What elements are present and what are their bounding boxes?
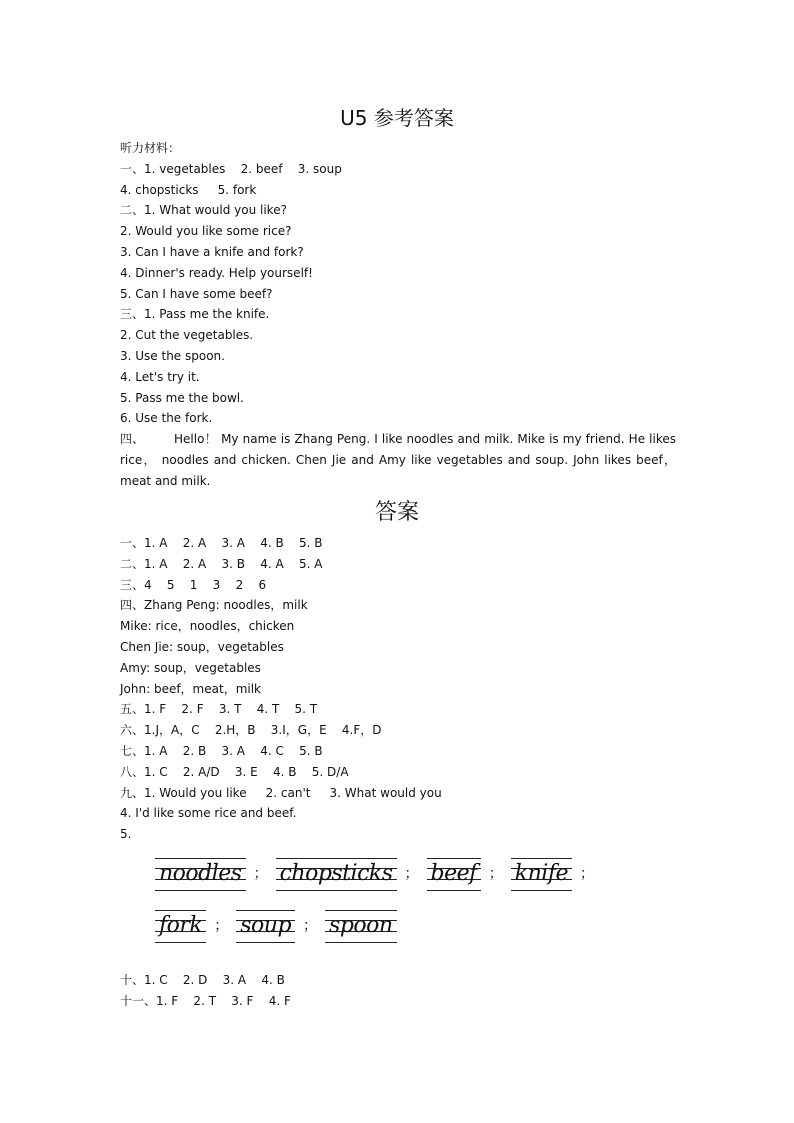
- copy-word-box: [276, 852, 397, 896]
- word-separator: ；: [214, 918, 229, 934]
- answer-line: 二、1. A 2. A 3. B 4. A 5. A: [120, 556, 323, 571]
- listening-line: 6. Use the fork.: [120, 411, 213, 426]
- copy-word-box: [236, 904, 295, 948]
- word-separator: ；: [303, 918, 318, 934]
- copy-word: noodles: [159, 861, 242, 886]
- copy-word: fork: [159, 913, 203, 938]
- copy-word-box: [155, 904, 206, 948]
- copy-word: beef: [430, 861, 477, 886]
- copy-word: knife: [514, 861, 568, 886]
- listening-material-section: [120, 138, 676, 492]
- answer-line: 七、1. A 2. B 3. A 4. C 5. B: [120, 743, 323, 758]
- answer-line: 一、1. A 2. A 3. A 4. B 5. B: [120, 536, 323, 550]
- answer-line: 5.: [120, 827, 132, 842]
- copy-word: soup: [240, 913, 292, 938]
- listening-line: 2. Cut the vegetables.: [120, 328, 254, 343]
- copy-row: [155, 904, 403, 948]
- answers-title: 答案: [374, 500, 419, 525]
- listening-line: 3. Use the spoon.: [120, 348, 225, 363]
- answer-line: 三、4 5 1 3 2 6: [120, 577, 267, 592]
- listening-line: 3. Can I have a knife and fork?: [120, 244, 304, 259]
- answer-line: John: beef，meat，milk: [120, 681, 261, 696]
- word-separator: ；: [404, 866, 419, 882]
- listening-line: 三、1. Pass me the knife.: [120, 307, 270, 322]
- answer-line: 十一、1. F 2. T 3. F 4. F: [120, 993, 291, 1008]
- listening-paragraph: [120, 429, 676, 492]
- word-separator: ；: [253, 866, 268, 882]
- copy-word-box: [427, 852, 481, 896]
- listening-line: 2. Would you like some rice?: [120, 224, 292, 239]
- answer-line: 四、Zhang Peng: noodles，milk: [120, 598, 308, 613]
- page-title: U5 参考答案: [340, 106, 454, 130]
- listening-line: 5. Pass me the bowl.: [120, 390, 244, 405]
- copy-word: spoon: [329, 913, 393, 938]
- answer-line: Chen Jie: soup，vegetables: [120, 639, 284, 654]
- word-separator: ；: [580, 866, 594, 882]
- answer-line: 4. I'd like some rice and beef.: [120, 806, 297, 821]
- copy-word-box: [511, 852, 572, 896]
- listening-line: 一、1. vegetables 2. beef 3. soup: [120, 161, 342, 176]
- answers-tail-section: [120, 970, 676, 1012]
- answer-line: 五、1. F 2. F 3. T 4. T 5. T: [120, 702, 318, 717]
- answer-line: 六、1.J，A，C 2.H，B 3.I，G，E 4.F，D: [120, 723, 382, 738]
- listening-line: 4. chopsticks 5. fork: [120, 182, 257, 197]
- word-separator: ；: [488, 866, 503, 882]
- copy-word-box: [155, 852, 246, 896]
- answer-line: 八、1. C 2. A/D 3. E 4. B 5. D/A: [120, 764, 349, 779]
- answer-line: Mike: rice，noodles，chicken: [120, 619, 295, 634]
- answers-section: [120, 533, 676, 845]
- copy-word-box: [325, 904, 397, 948]
- listening-line: 二、1. What would you like?: [120, 203, 287, 218]
- listening-heading: 听力材料：: [120, 141, 181, 155]
- listening-line: 5. Can I have some beef?: [120, 286, 273, 301]
- copy-row: [155, 852, 602, 896]
- section-four-label: 四、: [120, 432, 145, 447]
- listening-line: 4. Let's try it.: [120, 369, 200, 384]
- answer-line: Amy: soup，vegetables: [120, 660, 261, 675]
- answer-line: 十、1. C 2. D 3. A 4. B: [120, 973, 285, 987]
- section-four-text: Hello！ My name is Zhang Peng. I like noodles and milk. Mike is my friend. He likes rice， noodles and chicken. Chen Jie and Amy like vegetables and soup. John likes beef， meat and milk.: [120, 432, 676, 489]
- listening-line: 4. Dinner's ready. Help yourself!: [120, 265, 313, 280]
- copy-word: chopsticks: [279, 861, 393, 886]
- answer-line: 九、1. Would you like 2. can't 3. What would you: [120, 785, 442, 800]
- handwriting-copy-area: [155, 852, 594, 952]
